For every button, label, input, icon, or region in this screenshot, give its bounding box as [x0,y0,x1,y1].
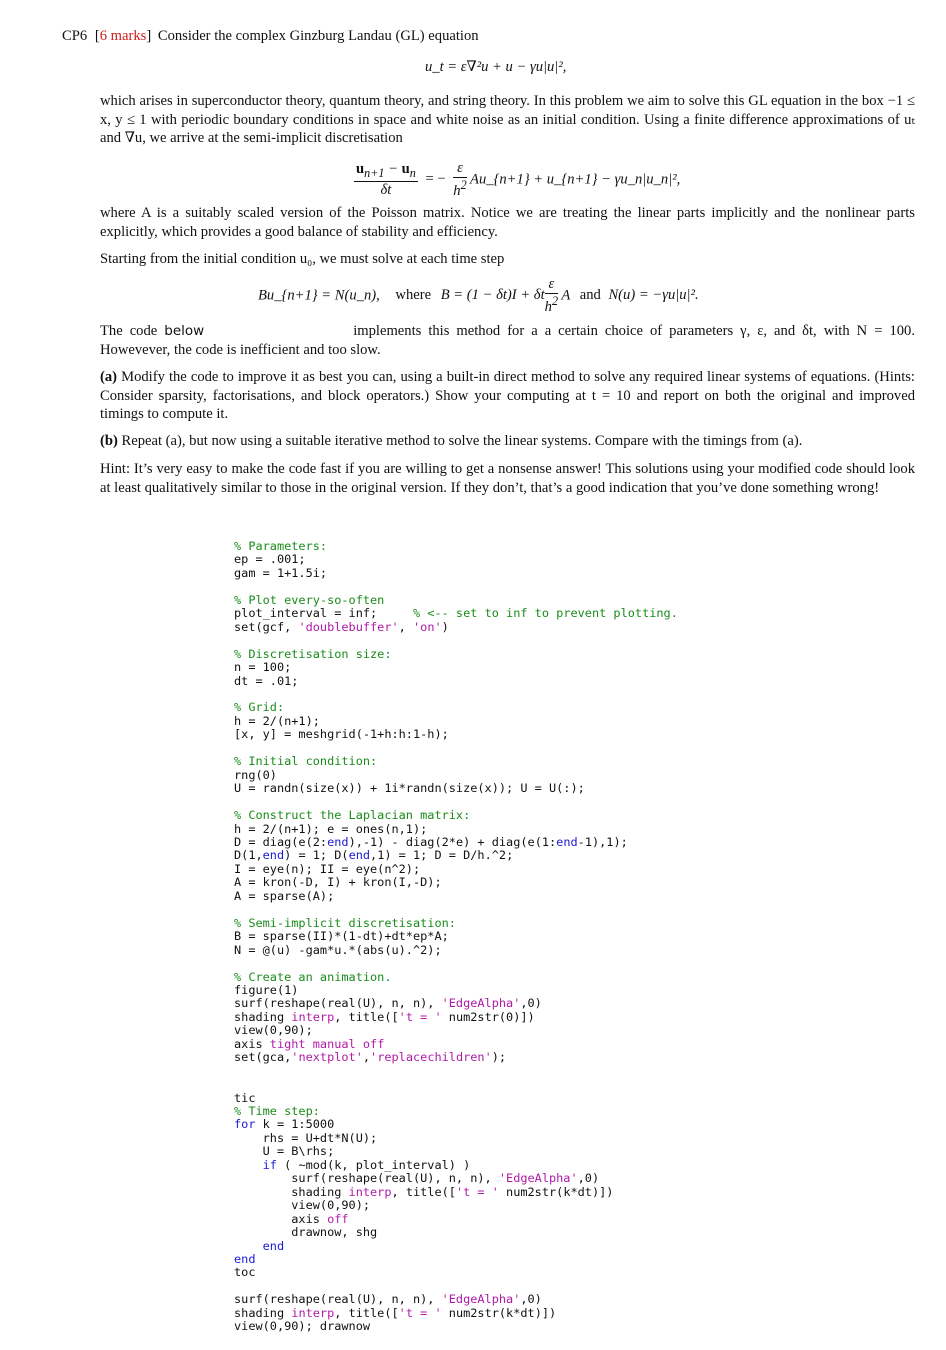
code-line: surf(reshape(real(U), n, n), 'EdgeAlpha',0) [234,996,542,1011]
code-line: U = randn(size(x)) + 1i*randn(size(x)); U = U(:); [234,781,585,796]
problem-header [62,28,479,45]
marks-close-bracket: ] [146,28,152,44]
discretisation-rhs: Au_{n+1} + u_{n+1} − γu_n|u_n|², [470,171,681,188]
code-line: N = @(u) -gam*u.*(abs(u).^2); [234,942,442,957]
part-b-text: Repeat (a), but now using a suitable iterative method to solve the linear systems. Compare with the timings from (a). [121,433,803,449]
code-line: shading interp, title(['t = ' num2str(k*dt)]) [234,1305,557,1320]
code-line [234,634,678,647]
code-line: view(0,90); drawnow [234,1319,371,1334]
code-intro-rest: implements this method for a a certain choice of parameters γ, ε, and δt, with N = 100. Howevever, the code is inefficient and too slow. [100,323,915,358]
code-line: h = 2/(n+1); [234,713,320,728]
code-line: toc [234,1265,256,1280]
time-difference-fraction: $\frac{u_{n+1} - u_n}{\delta t}$ [356,160,416,198]
paragraph-code-intro [100,322,915,359]
code-line: % Parameters: [234,539,328,553]
discretisation-equation: $\frac{u_{n+1} - u_n}{\delta t}$ = − $\frac{\varepsilon}{h^2}$ Au_{n+1} + u_{n+1} − γu_n|u_n|², [356,160,681,199]
code-line: drawnow, shg [234,1225,378,1240]
code-line: figure(1) [234,982,299,997]
part-a-label: (a) [100,369,118,385]
code-line: gam = 1+1.5i; [234,565,328,580]
code-line: D(1,end) = 1; D(end,1) = 1; D = D/h.^2; [234,848,514,863]
part-b [100,432,915,451]
step-n-definition: N(u) = −γu|u|². [608,287,699,304]
step-b-definition: B = (1 − δt)I + δt [440,287,545,304]
part-a [100,368,915,424]
code-line: set(gca,'nextplot','replacechildren'); [234,1050,507,1065]
step-equation: Bu_{n+1} = N(u_n), [258,287,380,304]
paragraph-initial-condition: Starting from the initial condition u₀, we must solve at each time step [100,251,505,267]
code-line: % Construct the Laplacian matrix: [234,808,471,823]
code-line: % Initial condition: [234,754,378,769]
marks-open-bracket: [ [94,28,100,44]
code-line: D = diag(e(2:end),-1) - diag(2*e) + diag(e(1:end-1),1); [234,834,628,849]
code-line: set(gcf, 'doublebuffer', 'on') [234,619,449,634]
step-eps-over-h2: $\frac{\varepsilon}{h^2}$ [544,276,559,315]
code-line [234,742,678,755]
step-and: and [579,287,601,304]
problem-id: CP6 [62,28,88,44]
code-line: h = 2/(n+1); e = ones(n,1); [234,821,428,836]
code-line: if ( ~mod(k, plot_interval) ) [262,1157,471,1172]
code-line [234,903,678,916]
intro-text: Consider the complex Ginzburg Landau (GL) equation [157,28,479,44]
part-a-text: Modify the code to improve it as best you can, using a built-in direct method to solve any required linear systems of equations. (Hints: Consider sparsity, factorisations, and block operators.) Show your computing at t = 10 and report on both the original and improved timings to compute it. [100,369,915,422]
code-line: surf(reshape(real(U), n, n), 'EdgeAlpha',0) [234,1171,600,1186]
code-line [234,580,678,593]
code-line: A = sparse(A); [234,888,335,903]
code-line: rhs = U+dt*N(U); [234,1130,378,1145]
part-b-label: (b) [100,433,118,449]
eps-over-h2-fraction: $\frac{\varepsilon}{h^2}$ [453,160,467,199]
gl-equation: u_t = ε∇²u + u − γu|u|², [425,59,567,75]
code-line: shading interp, title(['t = ' num2str(0)]) [234,1009,535,1024]
code-line: % Create an animation. [234,969,392,984]
code-line: % Time step: [234,1104,320,1119]
code-line: axis off [234,1211,349,1226]
code-line: n = 100; [234,660,292,675]
code-line: % Discretisation size: [234,646,392,661]
code-line [234,1078,678,1091]
code-line [234,957,678,970]
marks-label: 6 marks [99,28,147,44]
code-line: end [262,1238,285,1253]
code-line: A = kron(-D, I) + kron(I,-D); [234,875,442,890]
code-line: view(0,90); [234,1198,371,1213]
paragraph-poisson: where A is a suitably scaled version of the Poisson matrix. Notice we are treating the linear parts implicitly and the nonlinear parts explicitly, which provides a good balance of stability and efficiency. [100,205,915,240]
code-line: view(0,90); [234,1023,313,1038]
code-line: end [234,1252,256,1267]
code-line: tic [234,1090,256,1105]
code-line: surf(reshape(real(U), n, n), 'EdgeAlpha',0) [234,1292,542,1307]
code-line: [x, y] = meshgrid(-1+h:h:1-h); [234,727,449,742]
code-line: % Semi-implicit discretisation: [234,915,456,930]
step-where: where [395,287,432,304]
code-intro-start: The code [100,323,158,339]
code-line: B = sparse(II)*(1-dt)+dt*ep*A; [234,929,449,944]
code-line: dt = .01; [234,673,299,688]
code-line: I = eye(n); II = eye(n^2); [234,861,421,876]
code-line [234,1280,678,1293]
code-line: shading interp, title(['t = ' num2str(k*dt)]) [234,1184,614,1199]
code-line: % Plot every-so-often [234,592,385,607]
code-line: ep = .001; [234,552,306,567]
code-line: axis tight manual off [234,1036,385,1051]
code-line: U = B\rhs; [234,1144,335,1159]
code-line [234,688,678,701]
code-line [234,1065,678,1078]
linear-system-equation: Bu_{n+1} = N(u_n), where B = (1 − δt)I + δt $\frac{\varepsilon}{h^2}$ A and N(u) = −γu|u|². [258,276,699,315]
code-below-link[interactable]: below [164,323,205,339]
matlab-code-listing [234,540,678,1334]
code-line [234,796,678,809]
code-line: plot_interval = inf; % <-- set to inf to prevent plotting. [234,606,678,621]
code-line: rng(0) [234,767,277,782]
code-line: for k = 1:5000 [234,1117,335,1132]
hint-paragraph: Hint: It’s very easy to make the code fast if you are willing to get a nonsense answer! This solutions using your modified code should look at least qualitatively similar to those in the original version. If they don’t, that’s a good indication that you’ve done something wrong! [100,461,915,496]
code-line: % Grid: [234,700,285,715]
paragraph-context: which arises in superconductor theory, quantum theory, and string theory. In this problem we aim to solve this GL equation in the box −1 ≤ x, y ≤ 1 with periodic boundary conditions in space and white noise as an initial condition. Using a finite difference approximations of uₜ and ∇u, we arrive at the semi-implicit discretisation [100,93,915,146]
